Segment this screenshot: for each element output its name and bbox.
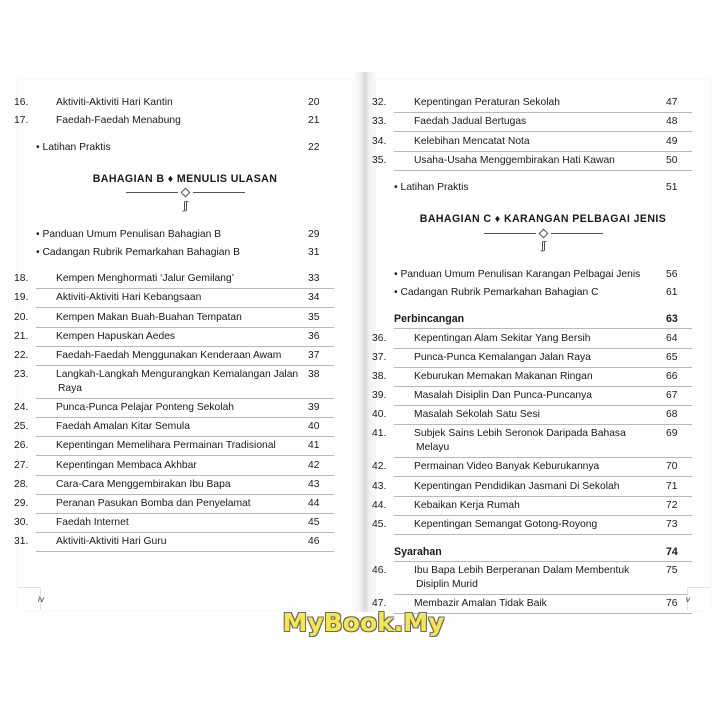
toc-bullet-entry bbox=[36, 226, 334, 244]
toc-entry-label bbox=[14, 459, 308, 473]
toc-entry-number: 44. bbox=[372, 499, 387, 511]
toc-entry-number: 25. bbox=[14, 421, 29, 433]
toc-entry-page: 67 bbox=[666, 390, 678, 402]
toc-entry-number: 40. bbox=[372, 409, 387, 421]
toc-entry-label bbox=[372, 351, 666, 365]
toc-bullet-page: 61 bbox=[666, 287, 678, 299]
toc-entry-number: 30. bbox=[14, 517, 29, 529]
toc-entry-page: 41 bbox=[308, 440, 320, 452]
watermark-part-1: MyBook bbox=[282, 608, 394, 637]
toc-entry-title: Aktiviti-Aktiviti Hari Kebangsaan bbox=[56, 292, 202, 304]
toc-entry-title: Masalah Sekolah Satu Sesi bbox=[414, 409, 540, 421]
toc-entry-number: 45. bbox=[372, 518, 387, 530]
subheading-label: Perbincangan bbox=[394, 313, 465, 326]
toc-entry-label bbox=[372, 370, 666, 384]
section-heading-bahagian-b: BAHAGIAN B ♦ MENULIS ULASAN bbox=[92, 172, 278, 185]
toc-entry-title: Keburukan Memakan Makanan Ringan bbox=[414, 370, 593, 382]
toc-entry-label bbox=[372, 408, 666, 422]
toc-entry-page: 40 bbox=[308, 421, 320, 433]
subheading-syarahan bbox=[394, 543, 692, 562]
toc-entry-page: 39 bbox=[308, 402, 320, 414]
toc-entry-page: 73 bbox=[666, 518, 678, 530]
toc-entry-label bbox=[14, 535, 308, 549]
toc-entry-page: 43 bbox=[308, 478, 320, 490]
toc-entry-page: 65 bbox=[666, 351, 678, 363]
toc-entry-page: 48 bbox=[666, 116, 678, 128]
toc-entry-title: Faedah-Faedah Menggunakan Kenderaan Awam bbox=[56, 349, 282, 361]
folio-right: v bbox=[685, 594, 690, 604]
toc-bullet-entry bbox=[36, 244, 334, 262]
right-page-content bbox=[372, 80, 710, 610]
toc-entry-page: 21 bbox=[308, 115, 320, 127]
scan-top-margin bbox=[0, 0, 727, 82]
toc-entry-number: 38. bbox=[372, 370, 387, 382]
toc-entry-number: 43. bbox=[372, 480, 387, 492]
toc-entry-number: 35. bbox=[372, 154, 387, 166]
toc-entry-title: Kempen Menghormati ‘Jalur Gemilang’ bbox=[56, 273, 234, 285]
toc-entry-number: 42. bbox=[372, 461, 387, 473]
toc-entry-page: 76 bbox=[666, 598, 678, 610]
toc-entry-label bbox=[14, 311, 308, 325]
toc-bullet-entry bbox=[394, 284, 692, 302]
right-page bbox=[372, 80, 710, 610]
toc-entry-title: Cara-Cara Menggembirakan Ibu Bapa bbox=[56, 478, 231, 490]
toc-bullet-page: 56 bbox=[666, 269, 678, 281]
toc-entry-title: Faedah Internet bbox=[56, 517, 129, 529]
toc-entry-label bbox=[372, 460, 666, 474]
toc-entry-page: 66 bbox=[666, 370, 678, 382]
toc-entry-title: Kepentingan Peraturan Sekolah bbox=[414, 97, 560, 109]
toc-entry-label bbox=[372, 135, 666, 149]
toc-entry bbox=[14, 476, 334, 495]
toc-entry bbox=[14, 94, 334, 112]
toc-entry bbox=[372, 562, 692, 595]
toc-entry bbox=[372, 113, 692, 132]
toc-entry bbox=[14, 533, 334, 552]
toc-entry bbox=[372, 406, 692, 425]
toc-entry-page: 71 bbox=[666, 480, 678, 492]
toc-entry-title: Punca-Punca Kemalangan Jalan Raya bbox=[414, 351, 591, 363]
toc-entry-title: Kepentingan Alam Sekitar Yang Bersih bbox=[414, 332, 591, 344]
toc-entry-label bbox=[14, 420, 308, 434]
toc-entry-number: 20. bbox=[14, 311, 29, 323]
toc-entry-title: Kepentingan Pendidikan Jasmani Di Sekolah bbox=[414, 480, 620, 492]
page-corner-fold bbox=[687, 587, 710, 610]
toc-entry bbox=[372, 458, 692, 477]
toc-bullet-page: 31 bbox=[308, 247, 320, 259]
toc-entry bbox=[14, 514, 334, 533]
toc-bullet-page: 29 bbox=[308, 228, 320, 240]
toc-entry-number: 28. bbox=[14, 478, 29, 490]
toc-entry-title: Faedah-Faedah Menabung bbox=[56, 115, 181, 127]
toc-entry-number: 33. bbox=[372, 116, 387, 128]
toc-entry bbox=[372, 152, 692, 171]
toc-entry-page: 20 bbox=[308, 97, 320, 109]
toc-entry-page: 37 bbox=[308, 349, 320, 361]
toc-latihan-label: • Latihan Praktis bbox=[36, 141, 111, 153]
toc-entry-number: 17. bbox=[14, 115, 29, 127]
toc-bullet-label: • Panduan Umum Penulisan Bahagian B bbox=[36, 228, 222, 240]
toc-entry-page: 49 bbox=[666, 135, 678, 147]
folio-left: iv bbox=[38, 594, 45, 604]
toc-entry-page: 33 bbox=[308, 273, 320, 285]
toc-entry bbox=[14, 495, 334, 514]
subheading-page: 74 bbox=[666, 545, 678, 558]
toc-entry-label bbox=[14, 497, 308, 511]
toc-entry bbox=[14, 308, 334, 327]
toc-latihan-label: • Latihan Praktis bbox=[394, 181, 469, 193]
toc-entry bbox=[372, 94, 692, 113]
toc-entry-title: Faedah Amalan Kitar Semula bbox=[56, 421, 190, 433]
toc-entry-page: 36 bbox=[308, 330, 320, 342]
toc-entry-title: Faedah Jadual Bertugas bbox=[414, 116, 527, 128]
site-watermark bbox=[0, 608, 727, 637]
toc-latihan-page: 51 bbox=[666, 181, 678, 193]
toc-entry-page: 64 bbox=[666, 332, 678, 344]
watermark-part-2: .My bbox=[393, 608, 445, 637]
ornament-divider: ∫∫ bbox=[36, 189, 334, 212]
toc-entry bbox=[14, 366, 334, 399]
toc-entry-number: 24. bbox=[14, 402, 29, 414]
toc-entry-title: Aktiviti-Aktiviti Hari Kantin bbox=[56, 97, 173, 109]
toc-latihan-page: 22 bbox=[308, 141, 320, 153]
toc-entry bbox=[372, 368, 692, 387]
toc-entry bbox=[14, 399, 334, 418]
toc-entry-label bbox=[372, 518, 666, 532]
toc-entry-label bbox=[14, 114, 308, 128]
toc-entry bbox=[14, 270, 334, 289]
toc-entry-number: 37. bbox=[372, 351, 387, 363]
toc-entry-number: 46. bbox=[372, 565, 387, 577]
toc-entry-title: Masalah Disiplin Dan Punca-Puncanya bbox=[414, 390, 593, 402]
toc-entry-page: 35 bbox=[308, 311, 320, 323]
toc-entry-number: 21. bbox=[14, 330, 29, 342]
toc-entry-title: Punca-Punca Pelajar Ponteng Sekolah bbox=[56, 402, 235, 414]
toc-entry-title: Ibu Bapa Lebih Berperanan Dalam Membentuk Disiplin Murid bbox=[414, 565, 630, 590]
toc-entry-label bbox=[14, 349, 308, 363]
toc-entry-title: Membazir Amalan Tidak Baik bbox=[414, 598, 547, 610]
toc-entry-page: 69 bbox=[666, 428, 678, 440]
toc-entry-number: 29. bbox=[14, 497, 29, 509]
toc-entry-label bbox=[14, 330, 308, 344]
toc-entry bbox=[372, 477, 692, 496]
toc-entry-label bbox=[372, 427, 666, 455]
toc-entry-label bbox=[14, 291, 308, 305]
toc-bullet-label: • Panduan Umum Penulisan Karangan Pelbagai Jenis bbox=[394, 269, 641, 281]
toc-entry-label bbox=[372, 564, 666, 592]
toc-entry-number: 39. bbox=[372, 390, 387, 402]
toc-entry-number: 27. bbox=[14, 459, 29, 471]
section-heading-bahagian-c: BAHAGIAN C ♦ KARANGAN PELBAGAI JENIS bbox=[419, 212, 667, 225]
toc-entry-number: 34. bbox=[372, 135, 387, 147]
toc-entry-label bbox=[14, 516, 308, 530]
subheading-page: 63 bbox=[666, 313, 678, 326]
toc-entry-page: 47 bbox=[666, 97, 678, 109]
toc-entry-title: Permainan Video Banyak Keburukannya bbox=[414, 461, 600, 473]
toc-latihan-entry bbox=[394, 179, 692, 197]
toc-entry-label bbox=[372, 154, 666, 168]
toc-entry-number: 22. bbox=[14, 349, 29, 361]
toc-entry-label bbox=[372, 96, 666, 110]
toc-entry bbox=[14, 418, 334, 437]
ornament-divider: ∫∫ bbox=[394, 229, 692, 252]
subheading-label: Syarahan bbox=[394, 545, 442, 558]
toc-entry-page: 72 bbox=[666, 499, 678, 511]
subheading-perbincangan bbox=[394, 310, 692, 329]
toc-entry-number: 18. bbox=[14, 273, 29, 285]
toc-entry-title: Peranan Pasukan Bomba dan Penyelamat bbox=[56, 497, 251, 509]
toc-entry-label bbox=[14, 96, 308, 110]
toc-entry-title: Kepentingan Membaca Akhbar bbox=[56, 459, 197, 471]
toc-entry-page: 34 bbox=[308, 292, 320, 304]
toc-entry bbox=[14, 328, 334, 347]
toc-entry-page: 44 bbox=[308, 497, 320, 509]
toc-entry bbox=[372, 516, 692, 535]
toc-entry-page: 46 bbox=[308, 536, 320, 548]
toc-entry-label bbox=[372, 499, 666, 513]
toc-entry-label bbox=[372, 389, 666, 403]
toc-entry bbox=[14, 347, 334, 366]
toc-entry-label bbox=[14, 272, 308, 286]
toc-entry-number: 31. bbox=[14, 536, 29, 548]
toc-entry bbox=[14, 289, 334, 308]
toc-entry-number: 26. bbox=[14, 440, 29, 452]
toc-entry-label bbox=[14, 439, 308, 453]
toc-entry-title: Usaha-Usaha Menggembirakan Hati Kawan bbox=[414, 154, 615, 166]
toc-entry-title: Kepentingan Semangat Gotong-Royong bbox=[414, 518, 598, 530]
toc-entry-label bbox=[372, 115, 666, 129]
toc-latihan-entry bbox=[36, 138, 334, 156]
toc-entry-label bbox=[372, 332, 666, 346]
toc-entry bbox=[372, 387, 692, 406]
toc-entry-label bbox=[372, 480, 666, 494]
toc-entry-page: 42 bbox=[308, 459, 320, 471]
toc-entry-title: Kempen Hapuskan Aedes bbox=[56, 330, 176, 342]
toc-entry bbox=[372, 349, 692, 368]
toc-entry-title: Kelebihan Mencatat Nota bbox=[414, 135, 530, 147]
left-page-content bbox=[14, 80, 352, 610]
toc-entry-number: 19. bbox=[14, 292, 29, 304]
toc-entry-page: 50 bbox=[666, 154, 678, 166]
toc-entry-title: Langkah-Langkah Mengurangkan Kemalangan Jalan Raya bbox=[56, 369, 299, 394]
toc-bullet-label: • Cadangan Rubrik Pemarkahan Bahagian B bbox=[36, 247, 240, 259]
toc-entry-page: 75 bbox=[666, 565, 678, 577]
toc-entry-label bbox=[14, 368, 308, 396]
toc-entry bbox=[14, 456, 334, 475]
toc-entry-title: Kebaikan Kerja Rumah bbox=[414, 499, 520, 511]
toc-entry bbox=[372, 329, 692, 348]
toc-bullet-label: • Cadangan Rubrik Pemarkahan Bahagian C bbox=[394, 287, 599, 299]
toc-entry-page: 68 bbox=[666, 409, 678, 421]
toc-entry-page: 70 bbox=[666, 461, 678, 473]
toc-entry-title: Aktiviti-Aktiviti Hari Guru bbox=[56, 536, 167, 548]
toc-entry-page: 38 bbox=[308, 369, 320, 381]
toc-entry bbox=[14, 437, 334, 456]
toc-entry-number: 36. bbox=[372, 332, 387, 344]
toc-entry-label bbox=[14, 478, 308, 492]
toc-entry-title: Subjek Sains Lebih Seronok Daripada Bahasa Melayu bbox=[414, 428, 626, 454]
toc-entry-number: 41. bbox=[372, 428, 387, 440]
toc-entry-title: Kepentingan Memelihara Permainan Tradisional bbox=[56, 440, 276, 452]
toc-bullet-entry bbox=[394, 266, 692, 284]
toc-entry bbox=[372, 497, 692, 516]
toc-entry bbox=[372, 132, 692, 151]
toc-entry-number: 23. bbox=[14, 369, 29, 381]
toc-entry-page: 45 bbox=[308, 517, 320, 529]
left-page bbox=[14, 80, 352, 610]
toc-entry bbox=[372, 425, 692, 458]
toc-entry-title: Kempen Makan Buah-Buahan Tempatan bbox=[56, 311, 242, 323]
toc-entry-number: 32. bbox=[372, 97, 387, 109]
toc-entry-number: 47. bbox=[372, 598, 387, 610]
toc-entry-label bbox=[14, 401, 308, 415]
toc-entry-number: 16. bbox=[14, 97, 29, 109]
toc-entry bbox=[14, 112, 334, 130]
